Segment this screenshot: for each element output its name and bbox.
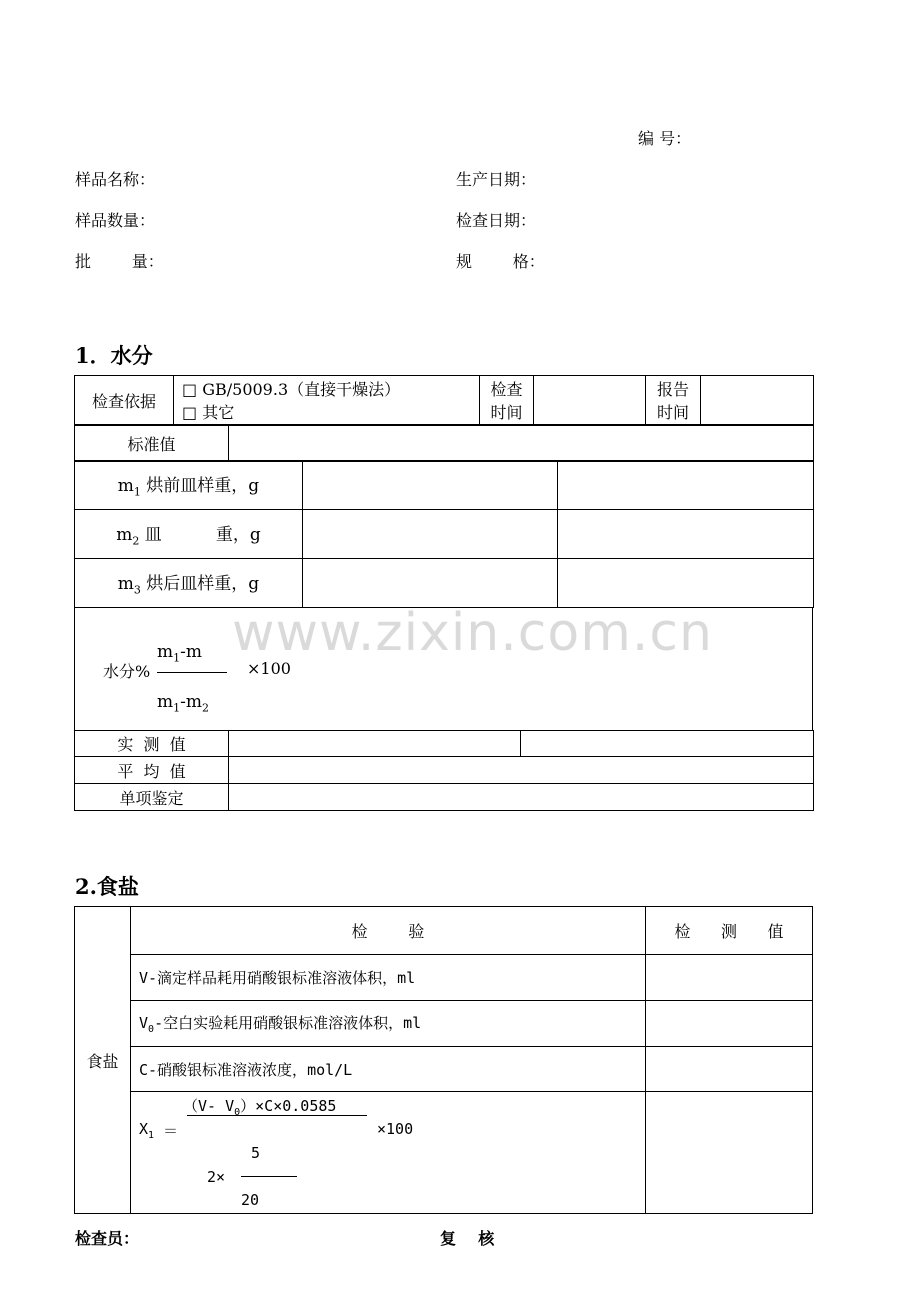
m3-value-2[interactable]	[558, 559, 814, 608]
row-v0-value[interactable]	[646, 1001, 813, 1047]
m2-value-1[interactable]	[303, 510, 558, 559]
salt-formula-inner-num: 5	[251, 1144, 261, 1162]
moisture-times-100: ×100	[247, 659, 291, 678]
salt-inner-fraction-line	[241, 1176, 297, 1177]
moisture-fraction-line	[157, 672, 227, 673]
row-v0-label: $V_0-$空白实验耗用硝酸银标准溶液体积，ml	[131, 1001, 646, 1047]
basis-options	[174, 376, 480, 426]
row-v-label: V-滴定样品耗用硝酸银标准溶液体积，ml	[131, 955, 646, 1001]
moisture-label: 水分%	[103, 662, 151, 681]
weights-table	[74, 460, 814, 608]
option-other-checkbox[interactable]: □ 其它	[182, 402, 235, 422]
m2-value-2[interactable]	[558, 510, 814, 559]
measured-value-2[interactable]	[521, 731, 814, 757]
salt-formula-x1: $X_1$	[139, 1120, 155, 1141]
salt-formula-den-prefix: 2×	[207, 1168, 226, 1186]
spec-label: 规 格：	[456, 252, 545, 271]
inspection-date-label: 检查日期：	[456, 211, 537, 230]
section1-title: 1．水分	[75, 343, 153, 368]
m1-value-1[interactable]	[303, 461, 558, 510]
measured-value-label: 实 测 值	[75, 731, 229, 757]
report-time-label: 报告 时间	[646, 376, 701, 426]
salt-formula-times-100: ×100	[377, 1120, 414, 1138]
judgement-label: 单项鉴定	[75, 784, 229, 811]
production-date-label: 生产日期：	[456, 170, 537, 189]
salt-result-value[interactable]	[646, 1092, 813, 1214]
m1-label: $m_1$ 烘前皿样重，g	[75, 461, 303, 510]
salt-row-label: 食盐	[75, 907, 131, 1214]
salt-formula-eq: ＝	[163, 1122, 179, 1140]
salt-formula-numerator: （V- $V_0)\times C\times 0.0585$	[183, 1097, 337, 1118]
standard-value-cell[interactable]	[229, 425, 814, 462]
m1-value-2[interactable]	[558, 461, 814, 510]
basis-label: 检查依据	[75, 376, 174, 426]
sample-name-label: 样品名称：	[75, 170, 156, 189]
m3-value-1[interactable]	[303, 559, 558, 608]
check-column-header: 检 验	[131, 907, 646, 955]
standard-value-table	[74, 424, 814, 462]
judgement-cell[interactable]	[229, 784, 814, 811]
batch-label: 批 量：	[75, 252, 164, 271]
report-time-cell[interactable]	[701, 376, 814, 426]
salt-formula-inner-den: 20	[241, 1191, 260, 1209]
check-time-label: 检查 时间	[480, 376, 534, 426]
check-time-cell[interactable]	[534, 376, 646, 426]
m2-label: $m_2$ 皿 重，g	[75, 510, 303, 559]
number-label: 编 号：	[638, 129, 692, 148]
inspector-label: 检查员：	[75, 1229, 140, 1248]
moisture-results-table	[74, 730, 814, 811]
moisture-numerator: $m_1-m$	[157, 642, 202, 665]
salt-formula-cell	[131, 1092, 646, 1214]
salt-table	[74, 906, 813, 1214]
section2-title: 2.食盐	[75, 874, 139, 899]
value-column-header: 检 测 值	[646, 907, 813, 955]
average-value-cell[interactable]	[229, 757, 814, 784]
measured-value-1[interactable]	[229, 731, 521, 757]
watermark: www.zixin.com.cn	[232, 603, 713, 663]
m3-label: $m_3$ 烘后皿样重，g	[75, 559, 303, 608]
average-value-label: 平 均 值	[75, 757, 229, 784]
standard-value-label: 标准值	[75, 425, 229, 462]
sample-quantity-label: 样品数量：	[75, 211, 156, 230]
reviewer-label: 复 核	[440, 1229, 495, 1248]
row-v-value[interactable]	[646, 955, 813, 1001]
salt-fraction-line	[187, 1115, 367, 1116]
option-gb-checkbox[interactable]: □ GB/5009.3（直接干燥法）	[182, 379, 401, 399]
moisture-basis-table	[74, 375, 814, 426]
row-c-value[interactable]	[646, 1047, 813, 1092]
row-c-label: C-硝酸银标准溶液浓度，mol/L	[131, 1047, 646, 1092]
moisture-denominator: $m_1-m_2$	[157, 692, 209, 715]
